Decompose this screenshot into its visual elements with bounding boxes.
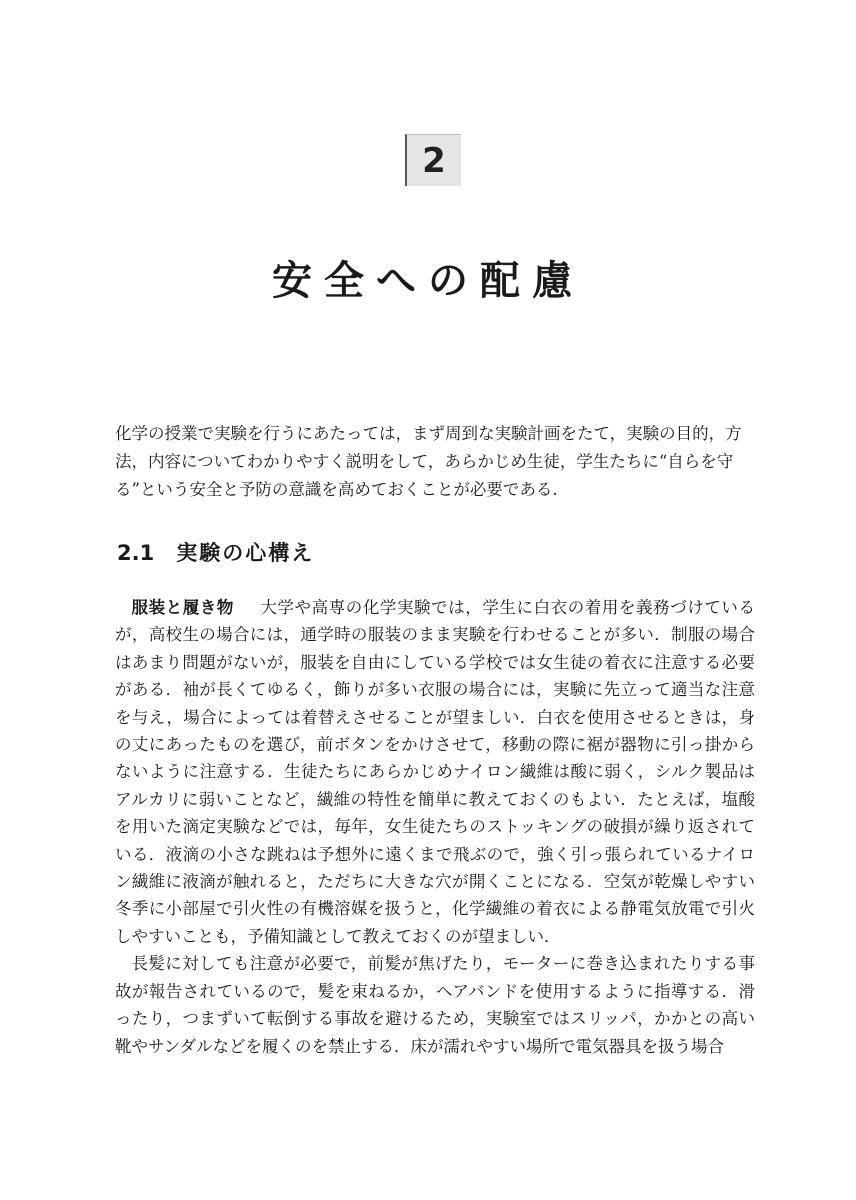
chapter-number-box <box>405 134 461 186</box>
paragraph-text: 大学や高専の化学実験では，学生に白衣の着用を義務づけているが，高校生の場合には，通学時の服装のまま実験を行わせることが多い．制服の場合はあまり問題がないが，服装を自由にしている学校では女生徒の着衣に注意する必要がある．袖が長くてゆるく，飾りが多い衣服の場合には，実験に先立って適当な注意を与え，場合によっては着替えさせることが望ましい．白衣を使用させるときは，身の丈にあったものを選び，前ボタンをかけさせて，移動の際に裾が器物に引っ掛からないように注意する．生徒たちにあらかじめナイロン繊維は酸に弱く，シルク製品はアルカリに弱いことなど，繊維の特性を簡単に教えておくのもよい．たとえば，塩酸を用いた滴定実験などでは，毎年，女生徒たちのストッキングの破損が繰り返されている．液滴の小さな跳ねは予想外に遠くまで飛ぶので，強く引っ張られているナイロン繊維に液滴が触れると，ただちに大きな穴が開くことになる．空気が乾燥しやすい冬季に小部屋で引火性の有機溶媒を扱うと，化学繊維の着衣による静電気放電で引火しやすいことも，予備知識として教えておくのが望ましい． <box>115 598 756 946</box>
paragraph-hair <box>115 950 755 1060</box>
section-number: 2.1 <box>117 541 155 565</box>
section-body <box>115 594 755 1060</box>
runin-heading: 服装と履き物 <box>131 598 234 617</box>
paragraph-clothing <box>115 594 755 950</box>
intro-paragraph <box>115 420 755 504</box>
intro-text: 化学の授業で実験を行うにあたっては，まず周到な実験計画をたて，実験の目的，方法，内容についてわかりやすく説明をして，あらかじめ生徒，学生たちに“自らを守る”という安全と予防の意識を高めておくことが必要である. <box>115 424 742 499</box>
paragraph-text: 長髪に対しても注意が必要で，前髪が焦げたり，モーターに巻き込まれたりする事故が報告されているので，髪を束ねるか，ヘアバンドを使用するように指導する．滑ったり，つまずいて転倒する事故を避けるため，実験室ではスリッパ，かかとの高い靴やサンダルなどを履くのを禁止する．床が濡れやすい場所で電気器具を扱う場合 <box>115 954 755 1056</box>
chapter-number: 2 <box>422 140 446 181</box>
section-title: 実験の心構え <box>176 541 315 565</box>
chapter-title: 安全への配慮 <box>272 257 584 304</box>
section-heading <box>117 538 314 568</box>
